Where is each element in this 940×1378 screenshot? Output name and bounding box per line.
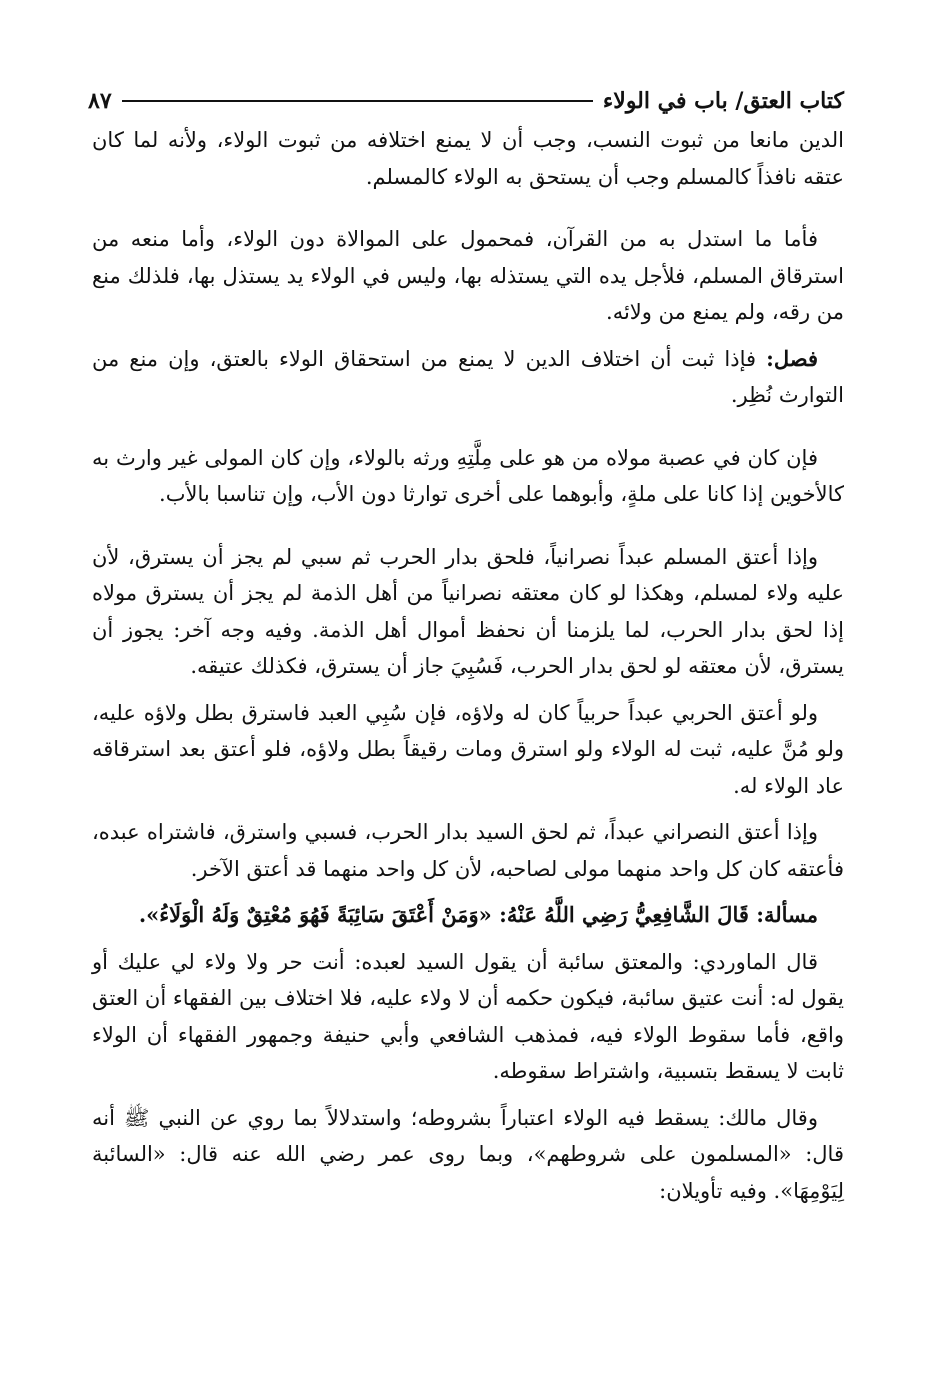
paragraph-text: ولو أعتق الحربي عبداً حربياً كان له ولاؤه، فإن سُبِي العبد فاسترق بطل ولاؤه عليه، ولو مُنَّ عليه، ثبت له الولاء ولو استرق ومات رقيقاً بطل ولاؤه، فلو أعتق بعد استرقاقه عاد الولاء له. xyxy=(92,700,844,798)
paragraph xyxy=(92,1100,844,1210)
running-header xyxy=(88,84,844,118)
paragraph-text: فإن كان في عصبة مولاه من هو على مِلَّتِهِ ورثه بالولاء، وإن كان المولى غير وارث به كالأخوين إذا كانا على ملةٍ، وأبوهما على أخرى توارثا دون الأب، وإن تناسبا بالأب. xyxy=(92,445,844,506)
quoted-text: قَالَ الشَّافِعِيُّ رَضِي اللَّهُ عَنْهُ: «وَمَنْ أَعْتَقَ سَائِبَةً فَهُوَ مُعْتِقٌ وَلَهُ الْوَلَاءُ». xyxy=(138,902,757,927)
section-lead: فصل: xyxy=(766,345,818,371)
paragraph xyxy=(92,221,844,331)
paragraph xyxy=(92,695,844,805)
paragraph-text: فأما ما استدل به من القرآن، فمحمول على الموالاة دون الولاء، وأما منعه من استرقاق المسلم، فلأجل يده التي يستذله بها، وليس في الولاء يد يستذل بها، فلذلك منع من رقه، ولم يمنع من ولائه. xyxy=(92,227,844,324)
paragraph-continuation xyxy=(92,122,844,195)
header-title: كتاب العتق/ باب في الولاء xyxy=(602,88,844,114)
paragraph-text: وإذا أعتق المسلم عبداً نصرانياً، فلحق بدار الحرب ثم سبي لم يجز أن يسترق، لأن عليه ولاء لمسلم، وهكذا لو كان معتقه نصرانياً من أهل الذمة لم يجز أن يسترق مولاه إذا لحق بدار الحرب، لما يلزمنا أن نحفظ أموال أهل الذمة. وفيه وجه آخر: يجوز أن يسترق، لأن معتقه لو لحق بدار الحرب، فَسُبِيَ جاز أن يسترق، فكذلك عتيقه. xyxy=(92,544,844,678)
question-lead: مسألة: xyxy=(756,902,818,927)
paragraph-text: وإذا أعتق النصراني عبداً، ثم لحق السيد بدار الحرب، فسبي واسترق، فاشتراه عبده، فأعتقه كان كل واحد منهما مولى لصاحبه، لأن كل واحد منهما قد أعتق الآخر. xyxy=(92,820,844,881)
paragraph-text: فإذا ثبت أن اختلاف الدين لا يمنع من استحقاق الولاء بالعتق، وإن منع من التوارث نُظِر. xyxy=(92,346,844,407)
question-paragraph xyxy=(92,897,844,934)
paragraph-text: وقال مالك: يسقط فيه الولاء اعتباراً بشروطه؛ واستدلالاً بما روي عن النبي ﷺ أنه قال: «المسلمون على شروطهم»، وبما روى عمر رضي الله عنه قال: «السائبة لِيَوْمِهَا». وفيه تأويلان: xyxy=(92,1105,844,1203)
paragraph xyxy=(92,440,844,513)
paragraph xyxy=(92,814,844,887)
paragraph-text: الدين مانعا من ثبوت النسب، وجب أن لا يمنع اختلافه من ثبوت الولاء، ولأنه لما كان عتقه نافذاً كالمسلم وجب أن يستحق به الولاء كالمسلم. xyxy=(92,128,844,189)
section-paragraph xyxy=(92,341,844,414)
header-rule xyxy=(122,100,593,102)
paragraph-text: قال الماوردي: والمعتق سائبة أن يقول السيد لعبده: أنت حر ولا ولاء لي عليك أو يقول له: أنت عتيق سائبة، فيكون حكمه أن لا ولاء عليه، فلا اختلاف بين الفقهاء أن العتق واقع، فأما سقوط الولاء فيه، فمذهب الشافعي وأبي حنيفة وجمهور الفقهاء أن الولاء ثابت لا يسقط بتسبية، واشتراط سقوطه. xyxy=(92,949,844,1083)
page-number: ٨٧ xyxy=(88,88,112,114)
paragraph xyxy=(92,944,844,1090)
paragraph xyxy=(92,539,844,685)
page-body xyxy=(92,122,844,1219)
